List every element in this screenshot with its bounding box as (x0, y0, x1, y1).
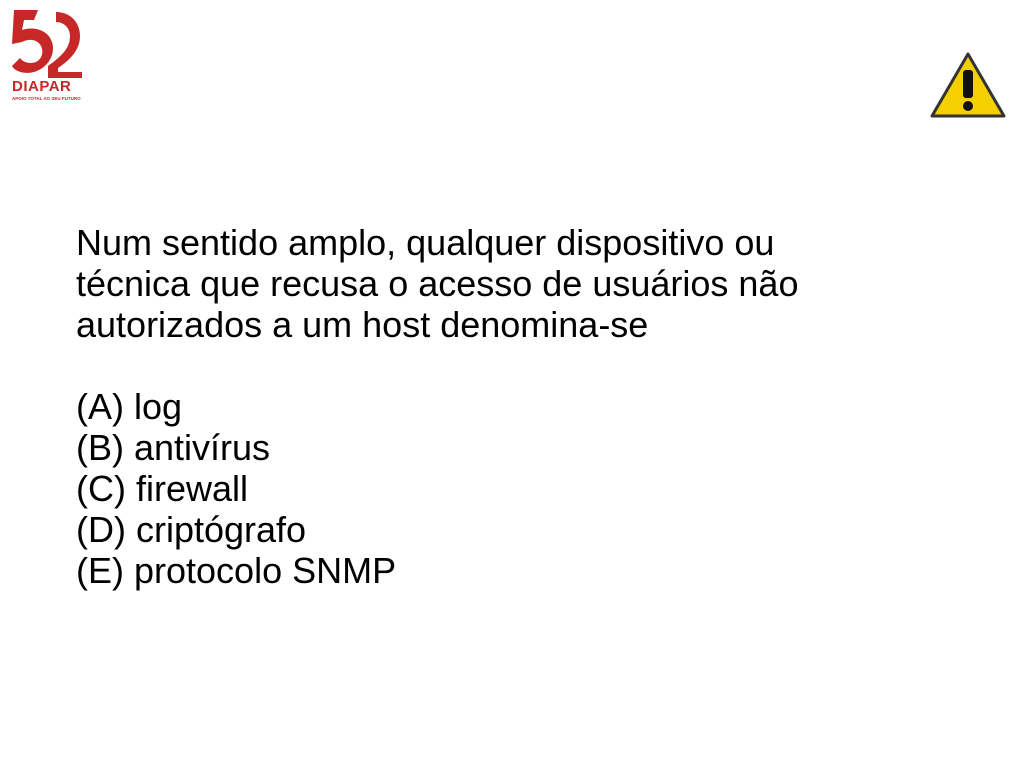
answer-options (76, 386, 1006, 591)
option-d: (D) criptógrafo (76, 509, 307, 550)
slide-content (76, 222, 1006, 591)
option-e: (E) protocolo SNMP (76, 550, 397, 591)
logo-tagline: APOIO TOTAL AO SEU FUTURO (12, 96, 81, 101)
logo-name: DIAPAR (12, 78, 72, 95)
option-c: (C) firewall (76, 468, 249, 509)
warning-sign (928, 50, 1008, 120)
question-text (76, 222, 1006, 345)
option-a: (A) log (76, 386, 183, 427)
question-line: autorizados a um host denomina-se (76, 304, 649, 345)
diapar-logo-icon (8, 8, 86, 80)
question-line: técnica que recusa o acesso de usuários não (76, 263, 799, 304)
option-b: (B) antivírus (76, 427, 271, 468)
warning-icon (928, 50, 1008, 120)
question-line: Num sentido amplo, qualquer dispositivo ou (76, 222, 775, 263)
diapar-logo (8, 8, 86, 104)
